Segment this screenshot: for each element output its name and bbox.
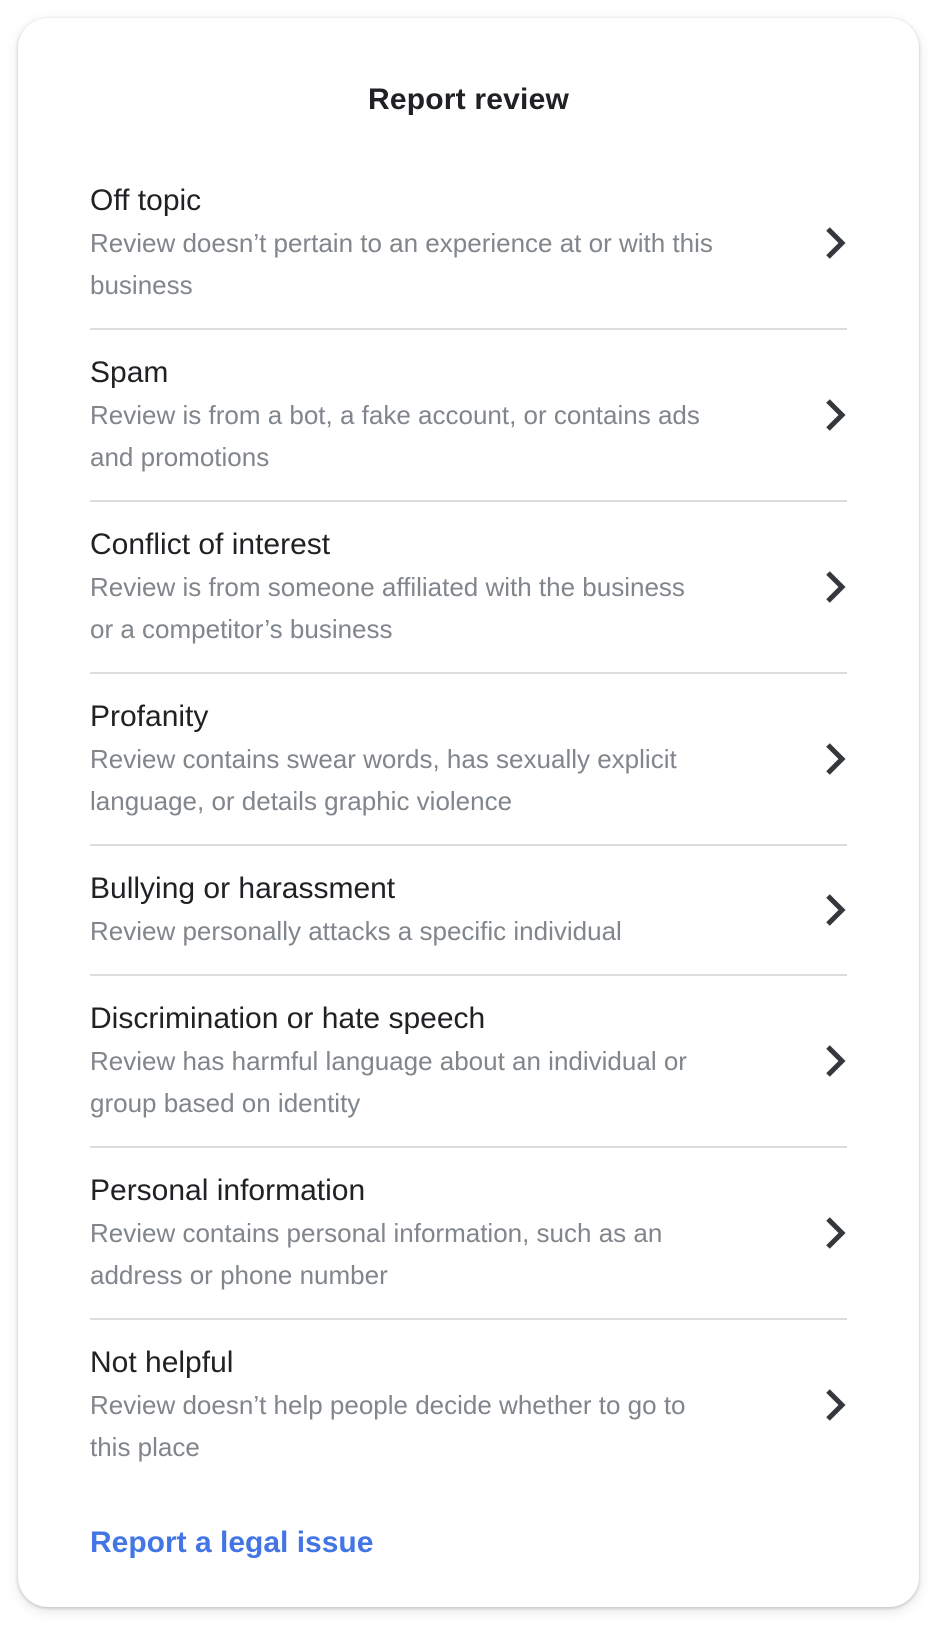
option-description: Review is from someone affiliated with the business [90, 572, 685, 602]
option-description: address or phone number [90, 1260, 388, 1290]
option-title: Conflict of interest [90, 528, 331, 561]
report-option-profanity[interactable] [90, 674, 847, 846]
option-texts [90, 868, 822, 952]
chevron-right-icon [822, 223, 847, 263]
report-options-list [90, 158, 847, 1490]
option-title: Profanity [90, 700, 209, 733]
option-description: Review personally attacks a specific individual [90, 916, 622, 946]
option-texts [90, 180, 822, 306]
option-description: language, or details graphic violence [90, 786, 513, 816]
option-texts [90, 998, 822, 1124]
chevron-right-icon [822, 395, 847, 435]
chevron-right-icon [822, 1213, 847, 1253]
option-description: and promotions [90, 442, 270, 472]
report-option-not-helpful[interactable] [90, 1320, 847, 1490]
report-review-dialog [18, 18, 919, 1607]
option-description: or a competitor’s business [90, 614, 393, 644]
chevron-right-icon [822, 890, 847, 930]
option-title: Personal information [90, 1174, 366, 1207]
option-description: this place [90, 1432, 200, 1462]
option-description: Review contains swear words, has sexually explicit [90, 744, 677, 774]
chevron-right-icon [822, 1385, 847, 1425]
option-title: Bullying or harassment [90, 872, 396, 905]
option-title: Spam [90, 356, 169, 389]
option-title: Discrimination or hate speech [90, 1002, 486, 1035]
report-option-personal-information[interactable] [90, 1148, 847, 1320]
dialog-title: Report review [368, 83, 569, 116]
option-description: group based on identity [90, 1088, 361, 1118]
option-description: Review doesn’t pertain to an experience at or with this [90, 228, 713, 258]
chevron-right-icon [822, 567, 847, 607]
report-option-spam[interactable] [90, 330, 847, 502]
option-title: Off topic [90, 184, 202, 217]
option-description: Review is from a bot, a fake account, or contains ads [90, 400, 700, 430]
option-description: business [90, 270, 193, 300]
report-option-off-topic[interactable] [90, 158, 847, 330]
option-texts [90, 524, 822, 650]
report-option-conflict-of-interest[interactable] [90, 502, 847, 674]
option-description: Review contains personal information, such as an [90, 1218, 663, 1248]
option-texts [90, 696, 822, 822]
report-legal-issue-link[interactable]: Report a legal issue [90, 1526, 374, 1559]
chevron-right-icon [822, 739, 847, 779]
option-description: Review has harmful language about an individual or [90, 1046, 687, 1076]
option-description: Review doesn’t help people decide whether to go to [90, 1390, 686, 1420]
option-texts [90, 352, 822, 478]
option-texts [90, 1170, 822, 1296]
chevron-right-icon [822, 1041, 847, 1081]
option-texts [90, 1342, 822, 1468]
option-title: Not helpful [90, 1346, 234, 1379]
report-option-discrimination-or-hate-speech[interactable] [90, 976, 847, 1148]
report-option-bullying-or-harassment[interactable] [90, 846, 847, 976]
